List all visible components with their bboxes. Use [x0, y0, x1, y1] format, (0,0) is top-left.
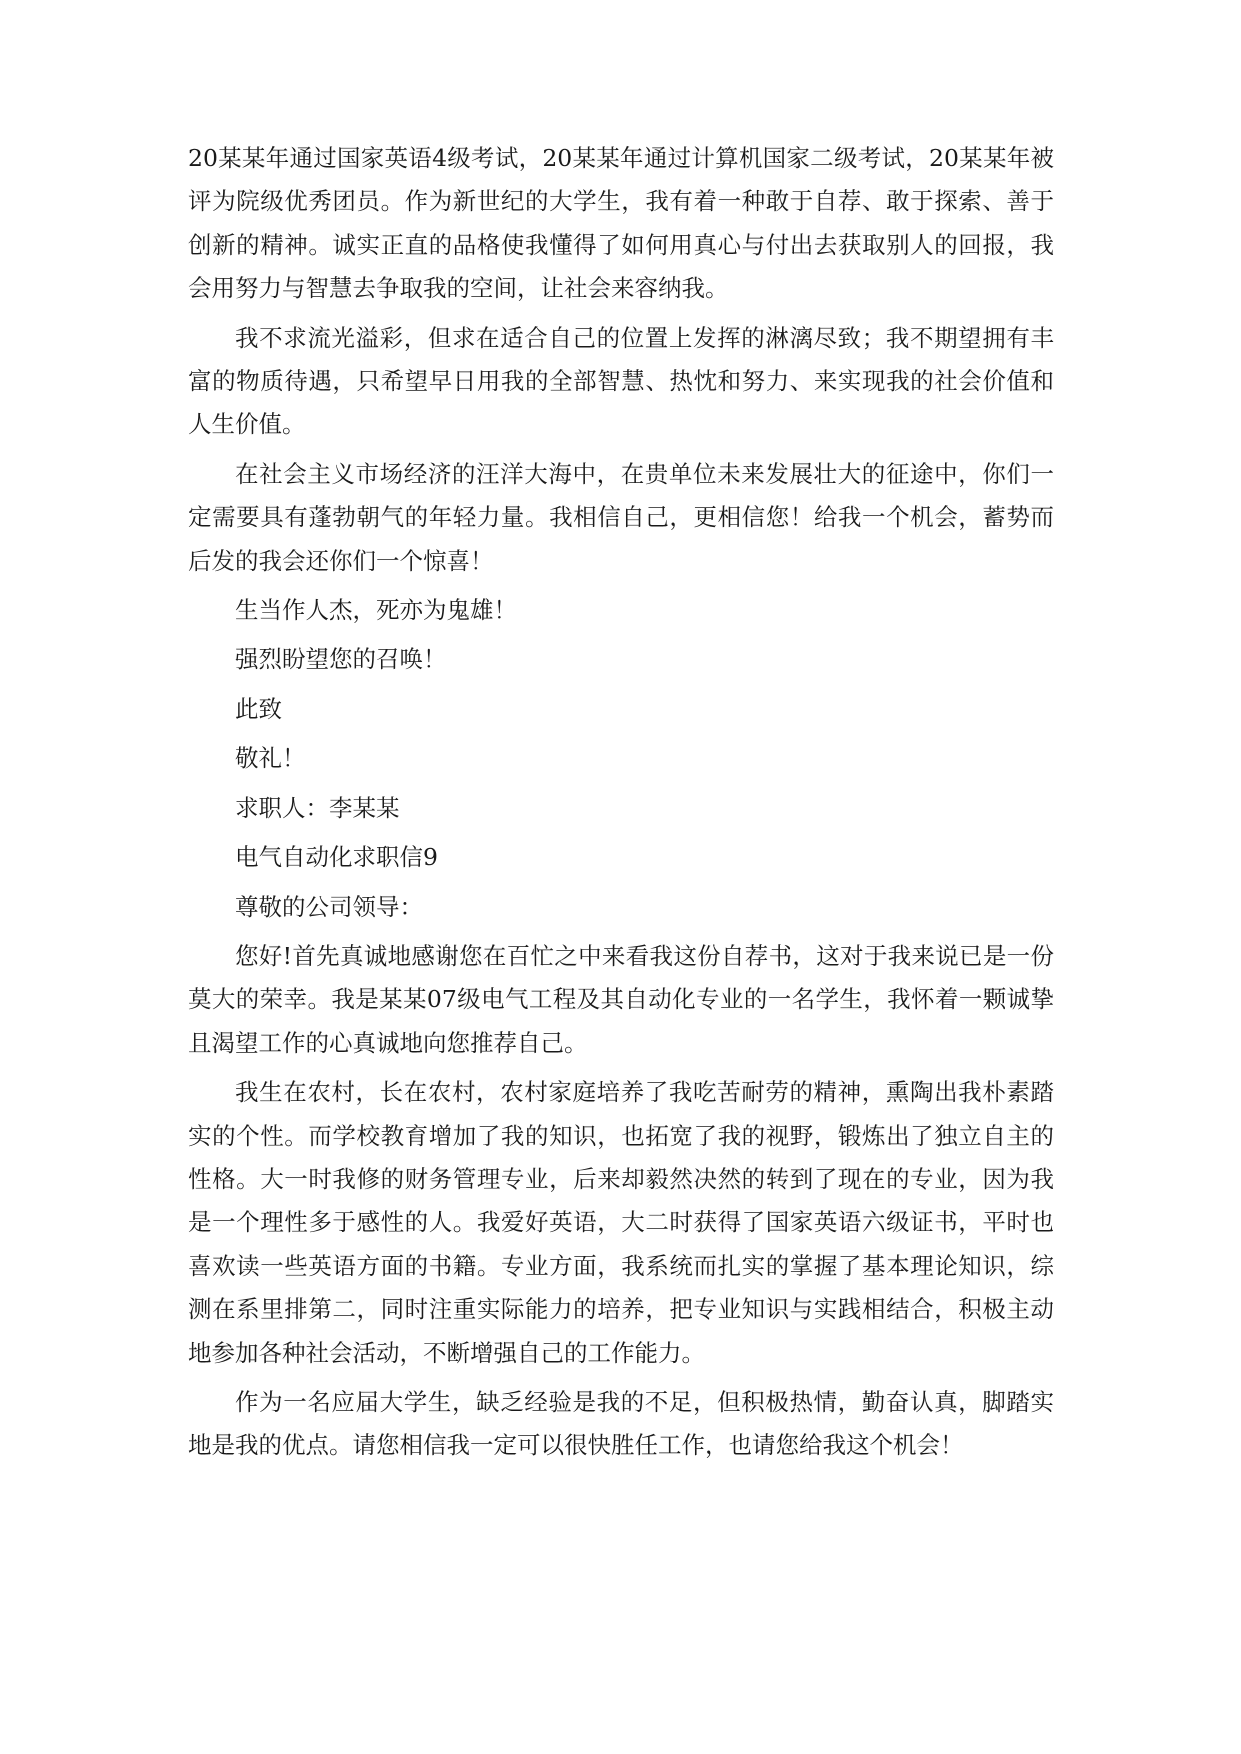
salutation-close-1: 此致 — [235, 694, 282, 723]
paragraph-3: 在社会主义市场经济的汪洋大海中，在贵单位未来发展壮大的征途中，你们一定需要具有蓬勃朝气的年轻力量。我相信自己，更相信您！给我一个机会，蓄势而后发的我会还你们一个惊喜！ — [188, 459, 1054, 575]
paragraph-background: 我生在农村，长在农村，农村家庭培养了我吃苦耐劳的精神，熏陶出我朴素踏实的个性。而学校教育增加了我的知识，也拓宽了我的视野，锻炼出了独立自主的性格。大一时我修的财务管理专业，后来却毅然决然的转到了现在的专业，因为我是一个理性多于感性的人。我爱好英语，大二时获得了国家英语六级证书，平时也喜欢读一些英语方面的书籍。专业方面，我系统而扎实的掌握了基本理论知识，综测在系里排第二，同时注重实际能力的培养，把专业知识与实践相结合，积极主动地参加各种社会活动，不断增强自己的工作能力。 — [188, 1078, 1054, 1367]
slogan-line: 生当作人杰，死亦为鬼雄！ — [235, 596, 517, 625]
paragraph-1: 20某某年通过国家英语4级考试，20某某年通过计算机国家二级考试，20某某年被评为院级优秀团员。作为新世纪的大学生，我有着一种敢于自荐、敢于探索、善于创新的精神。诚实正直的品格使我懂得了如何用真心与付出去获取别人的回报，我会用努力与智慧去争取我的空间，让社会来容纳我。 — [188, 144, 1054, 303]
paragraph-2: 我不求流光溢彩，但求在适合自己的位置上发挥的淋漓尽致；我不期望拥有丰富的物质待遇，只希望早日用我的全部智慧、热忱和努力、来实现我的社会价值和人生价值。 — [188, 323, 1054, 439]
salutation-close-2: 敬礼！ — [235, 744, 306, 773]
letter-body — [188, 137, 1054, 1474]
greeting: 尊敬的公司领导： — [235, 892, 423, 921]
applicant-signature: 求职人：李某某 — [235, 793, 400, 822]
paragraph-closing: 作为一名应届大学生，缺乏经验是我的不足，但积极热情，勤奋认真，脚踏实地是我的优点。请您相信我一定可以很快胜任工作，也请您给我这个机会！ — [188, 1387, 1054, 1460]
paragraph-intro: 您好!首先真诚地感谢您在百忙之中来看我这份自荐书，这对于我来说已是一份莫大的荣幸。我是某某07级电气工程及其自动化专业的一名学生，我怀着一颗诚挚且渴望工作的心真诚地向您推荐自己。 — [188, 941, 1054, 1057]
closing-wish: 强烈盼望您的召唤！ — [235, 645, 447, 674]
section-title: 电气自动化求职信9 — [235, 843, 438, 872]
